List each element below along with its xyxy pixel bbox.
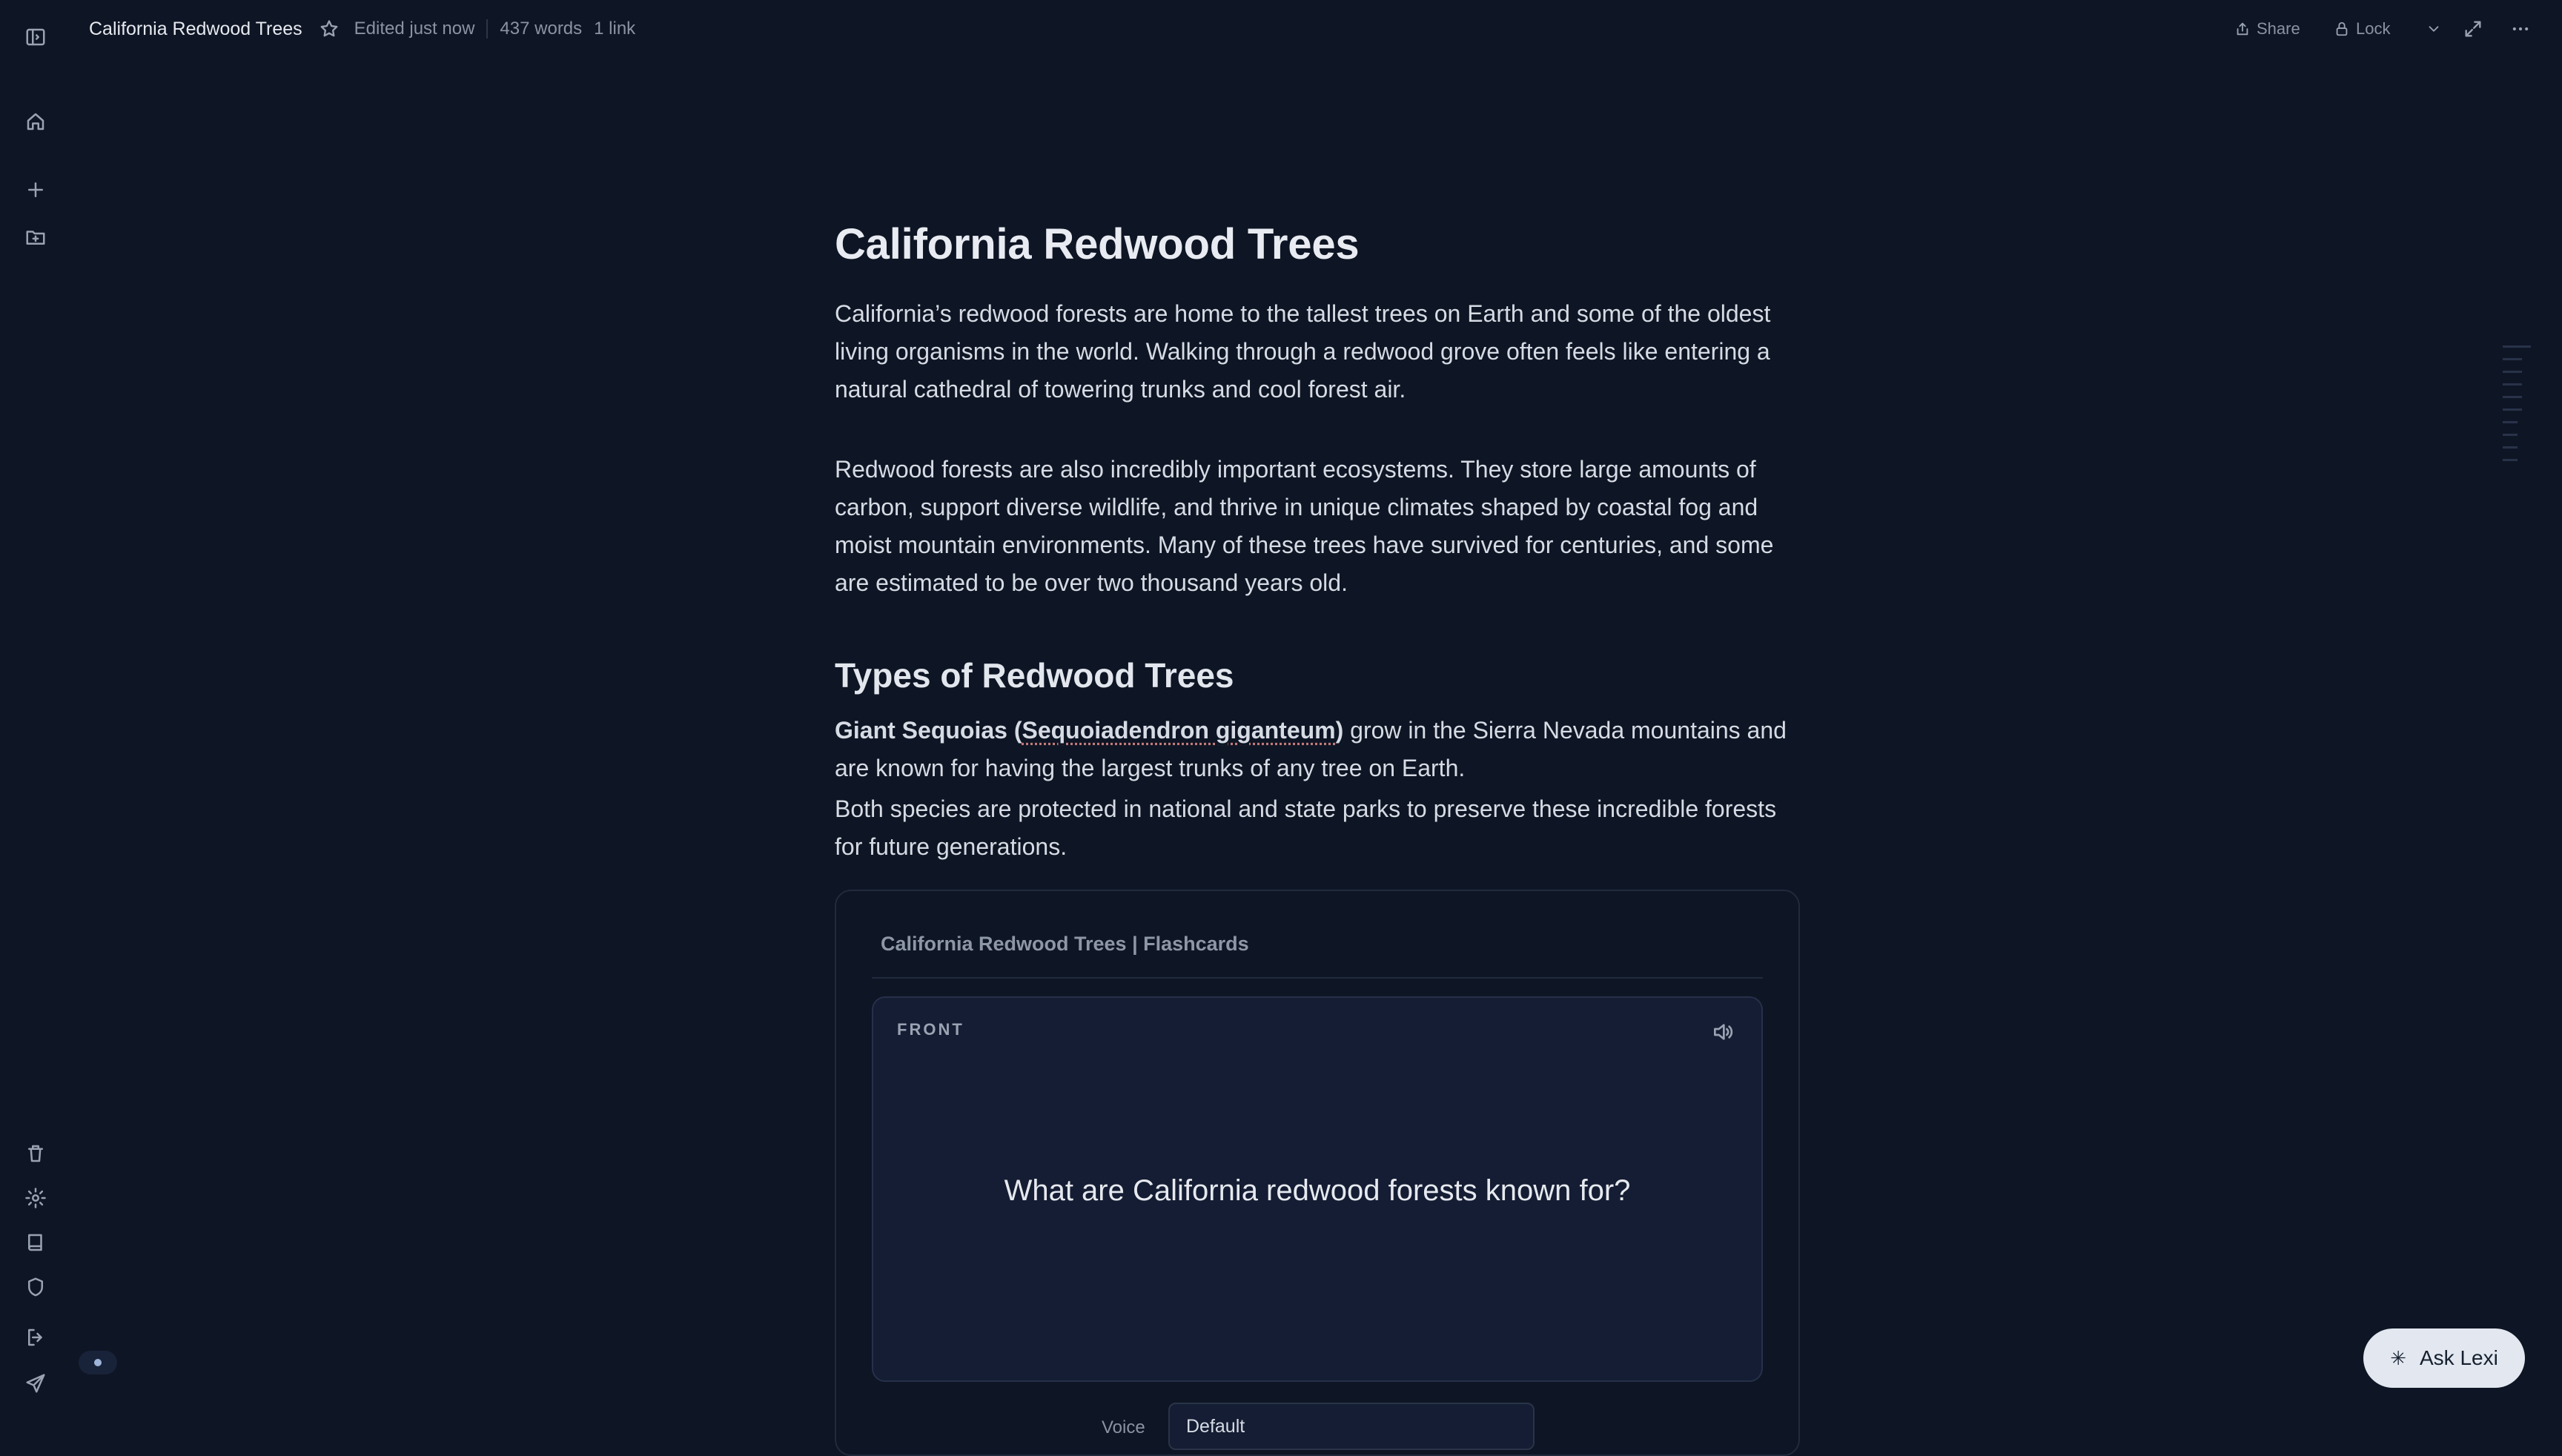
lock-label: Lock bbox=[2356, 19, 2391, 38]
paragraph[interactable]: Both species are protected in national and state parks to preserve these incredible forests for future generations. bbox=[835, 795, 1777, 860]
card-question: What are California redwood forests known for? bbox=[1004, 1174, 1631, 1207]
card-side-label: FRONT bbox=[897, 1020, 964, 1039]
section-heading[interactable]: Types of Redwood Trees bbox=[835, 656, 1234, 695]
home-icon[interactable] bbox=[22, 108, 49, 135]
voice-select[interactable] bbox=[1168, 1403, 1535, 1450]
ask-lexi-button[interactable] bbox=[2363, 1328, 2525, 1388]
divider bbox=[872, 977, 1763, 979]
voice-label: Voice bbox=[1102, 1417, 1145, 1437]
paragraph-rest: grow in the Sierra Nevada mountains and are known for having the largest trunks of any tree on Earth. bbox=[835, 717, 1787, 781]
chevron-down-icon[interactable] bbox=[2426, 16, 2448, 42]
header-title: California Redwood Trees bbox=[89, 18, 302, 39]
status-indicator[interactable] bbox=[79, 1351, 117, 1374]
more-icon[interactable] bbox=[2510, 16, 2537, 42]
paragraph[interactable]: California’s redwood forests are home to the tallest trees on Earth and some of the oldest living organisms in the world. Walking through a redwood grove often feels like entering a natural cathedral of towering trunks and cool forest air. bbox=[835, 300, 1771, 403]
word-count: 437 words bbox=[500, 19, 583, 39]
status-dot bbox=[94, 1359, 102, 1366]
scientific-name: Sequoiadendron giganteum bbox=[1022, 717, 1336, 744]
gear-icon[interactable] bbox=[22, 1185, 49, 1211]
star-icon[interactable] bbox=[319, 19, 340, 39]
share-icon bbox=[2234, 21, 2257, 37]
bold-text bbox=[835, 717, 1343, 744]
ask-lexi-label: Ask Lexi bbox=[2419, 1346, 2498, 1369]
flashcard[interactable] bbox=[872, 996, 1763, 1382]
voice-value: Default bbox=[1186, 1416, 1245, 1437]
flashcards-widget bbox=[835, 890, 1800, 1456]
sidebar-toggle-icon[interactable] bbox=[22, 24, 49, 50]
trash-icon[interactable] bbox=[22, 1140, 49, 1167]
plus-icon[interactable] bbox=[22, 176, 49, 203]
book-icon[interactable] bbox=[22, 1229, 49, 1256]
share-button[interactable] bbox=[2234, 16, 2300, 42]
share-label: Share bbox=[2257, 19, 2300, 38]
paragraph[interactable]: Redwood forests are also incredibly important ecosystems. They store large amounts of carbon, support diverse wildlife, and thrive in unique climates shaped by coastal fog and moist mountain environments. Many of these trees have survived for centuries, and some are estimated to be over two thousand years old. bbox=[835, 456, 1774, 596]
shield-icon[interactable] bbox=[22, 1274, 49, 1300]
speaker-icon[interactable] bbox=[1711, 1020, 1738, 1047]
document-outline[interactable] bbox=[2503, 345, 2531, 471]
folder-plus-icon[interactable] bbox=[22, 224, 49, 251]
send-icon[interactable] bbox=[22, 1370, 49, 1397]
divider bbox=[486, 19, 488, 39]
lock-button[interactable] bbox=[2334, 16, 2390, 42]
lock-icon bbox=[2334, 21, 2356, 37]
link-count: 1 link bbox=[594, 19, 636, 39]
document-header bbox=[89, 16, 635, 42]
edited-status: Edited just now bbox=[354, 19, 475, 39]
bold-suffix: ) bbox=[1335, 717, 1344, 744]
document-title[interactable]: California Redwood Trees bbox=[835, 220, 1360, 268]
logout-icon[interactable] bbox=[22, 1324, 49, 1351]
flashcards-title: California Redwood Trees | Flashcards bbox=[881, 933, 1249, 955]
bold-prefix: Giant Sequoias ( bbox=[835, 717, 1022, 744]
expand-icon[interactable] bbox=[2463, 16, 2489, 42]
sparkle-icon: ✳ bbox=[2390, 1346, 2406, 1369]
paragraph[interactable] bbox=[835, 712, 1798, 787]
